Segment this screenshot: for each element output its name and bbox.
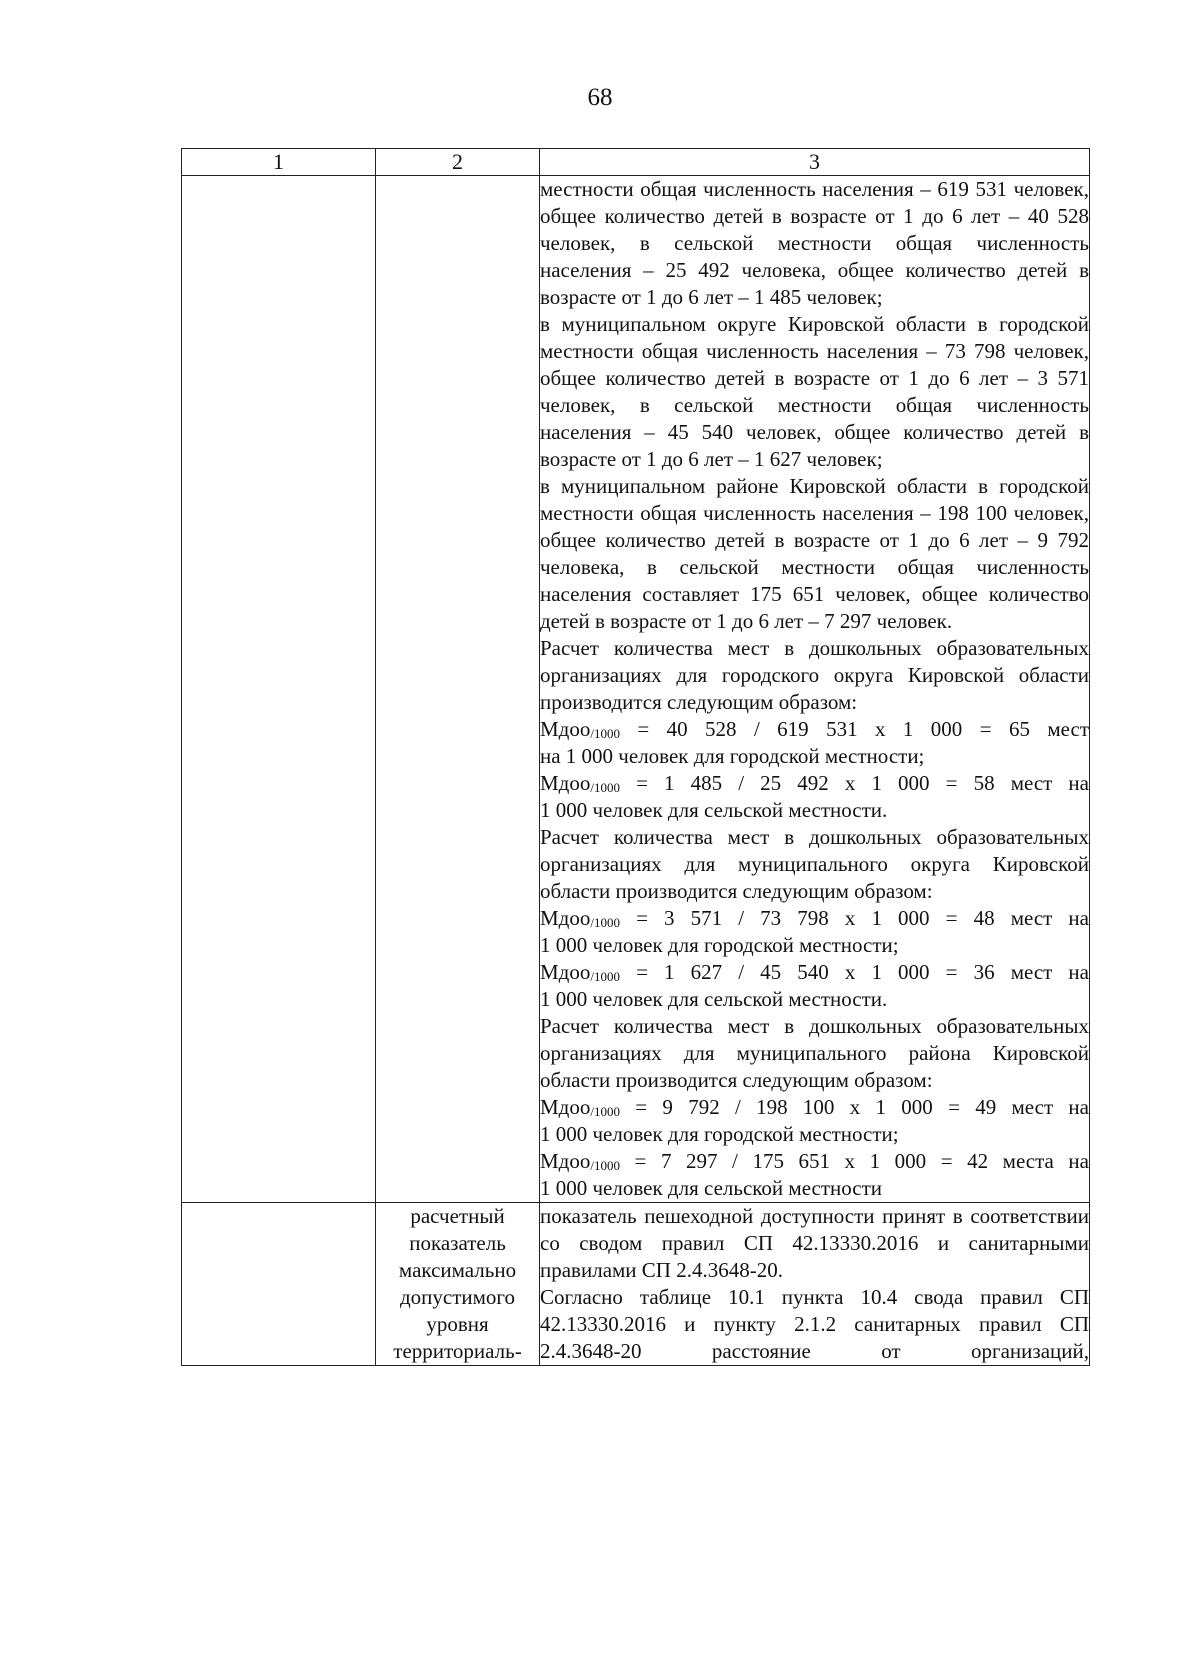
- page-number: 68: [587, 84, 613, 111]
- column-header-3: 3: [540, 149, 1090, 176]
- formula-city-okrug-rural: Мдоо$_{/1000}$ = 1 485 / 25 492 x 1 000 = 58 мест на 1 000 человек для сельской местности.: [540, 771, 1089, 822]
- table-row: [182, 1203, 1090, 1366]
- paragraph-pedestrian-accessibility: показатель пешеходной доступности принят в соответствии со сводом правил СП 42.13330.2016 и санитарными правилами СП 2.4.3648-20.: [540, 1204, 1089, 1282]
- paragraph-mun-okrug-population: в муниципальном округе Кировской области в городской местности общая численность населения – 73 798 человек, общее количество детей в возрасте от 1 до 6 лет – 3 571 человек, в сельской местности общая численность населения – 45 540 человек, общее количество детей в возрасте от 1 до 6 лет – 1 627 человек;: [540, 312, 1089, 471]
- paragraph-calc-mun-raion: Расчет количества мест в дошкольных образовательных организациях для муниципального района Кировской области производится следующим образом:: [540, 1014, 1089, 1092]
- indicator-name-line: показатель: [409, 1231, 506, 1255]
- indicator-name-line: территориаль-: [393, 1339, 522, 1363]
- indicator-name-line: расчетный: [410, 1204, 505, 1228]
- formula-mun-okrug-rural: Мдоо$_{/1000}$ = 1 627 / 45 540 x 1 000 = 36 мест на 1 000 человек для сельской местности.: [540, 960, 1089, 1011]
- paragraph-distance-rule: Согласно таблице 10.1 пункта 10.4 свода правил СП 42.13330.2016 и пункту 2.1.2 санитарных правил СП 2.4.3648-20 расстояние от организаций,: [540, 1285, 1089, 1363]
- paragraph-calc-mun-okrug: Расчет количества мест в дошкольных образовательных организациях для муниципального округа Кировской области производится следующим образом:: [540, 825, 1089, 903]
- row2-col1: [182, 1203, 376, 1366]
- row2-col3: [540, 1203, 1090, 1366]
- row1-col3: [540, 176, 1090, 1203]
- column-header-2: 2: [376, 149, 540, 176]
- table-row: [182, 176, 1090, 1203]
- formula-city-okrug-urban: Мдоо$_{/1000}$ = 40 528 / 619 531 x 1 000 = 65 мест на 1 000 человек для городской местности;: [540, 717, 1089, 768]
- formula-mun-okrug-urban: Мдоо$_{/1000}$ = 3 571 / 73 798 x 1 000 = 48 мест на 1 000 человек для городской местности;: [540, 906, 1089, 957]
- document-table: [181, 148, 1090, 1366]
- indicator-name-line: максимально: [398, 1258, 517, 1282]
- formula-mun-raion-rural: Мдоо$_{/1000}$ = 7 297 / 175 651 x 1 000 = 42 места на 1 000 человек для сельской местности: [540, 1149, 1089, 1200]
- indicator-name-line: уровня: [426, 1312, 489, 1336]
- indicator-name-line: допустимого: [399, 1285, 516, 1309]
- paragraph-mun-raion-population: в муниципальном районе Кировской области в городской местности общая численность населения – 198 100 человек, общее количество детей в возрасте от 1 до 6 лет – 9 792 человека, в сельской местности общая численность населения составляет 175 651 человек, общее количество детей в возрасте от 1 до 6 лет – 7 297 человек.: [540, 474, 1089, 633]
- paragraph-city-okrug-population: местности общая численность населения – 619 531 человек, общее количество детей в возрасте от 1 до 6 лет – 40 528 человек, в сельской местности общая численность населения – 25 492 человека, общее количество детей в возрасте от 1 до 6 лет – 1 485 человек;: [540, 177, 1089, 309]
- row1-col2: [376, 176, 540, 1203]
- row1-col1: [182, 176, 376, 1203]
- paragraph-calc-city-okrug: Расчет количества мест в дошкольных образовательных организациях для городского округа Кировской области производится следующим образом:: [540, 636, 1089, 714]
- formula-mun-raion-urban: Мдоо$_{/1000}$ = 9 792 / 198 100 x 1 000 = 49 мест на 1 000 человек для городской местности;: [540, 1095, 1089, 1146]
- table-header-row: [182, 149, 1090, 176]
- row2-col2-indicator-name: [376, 1203, 540, 1366]
- column-header-1: 1: [182, 149, 376, 176]
